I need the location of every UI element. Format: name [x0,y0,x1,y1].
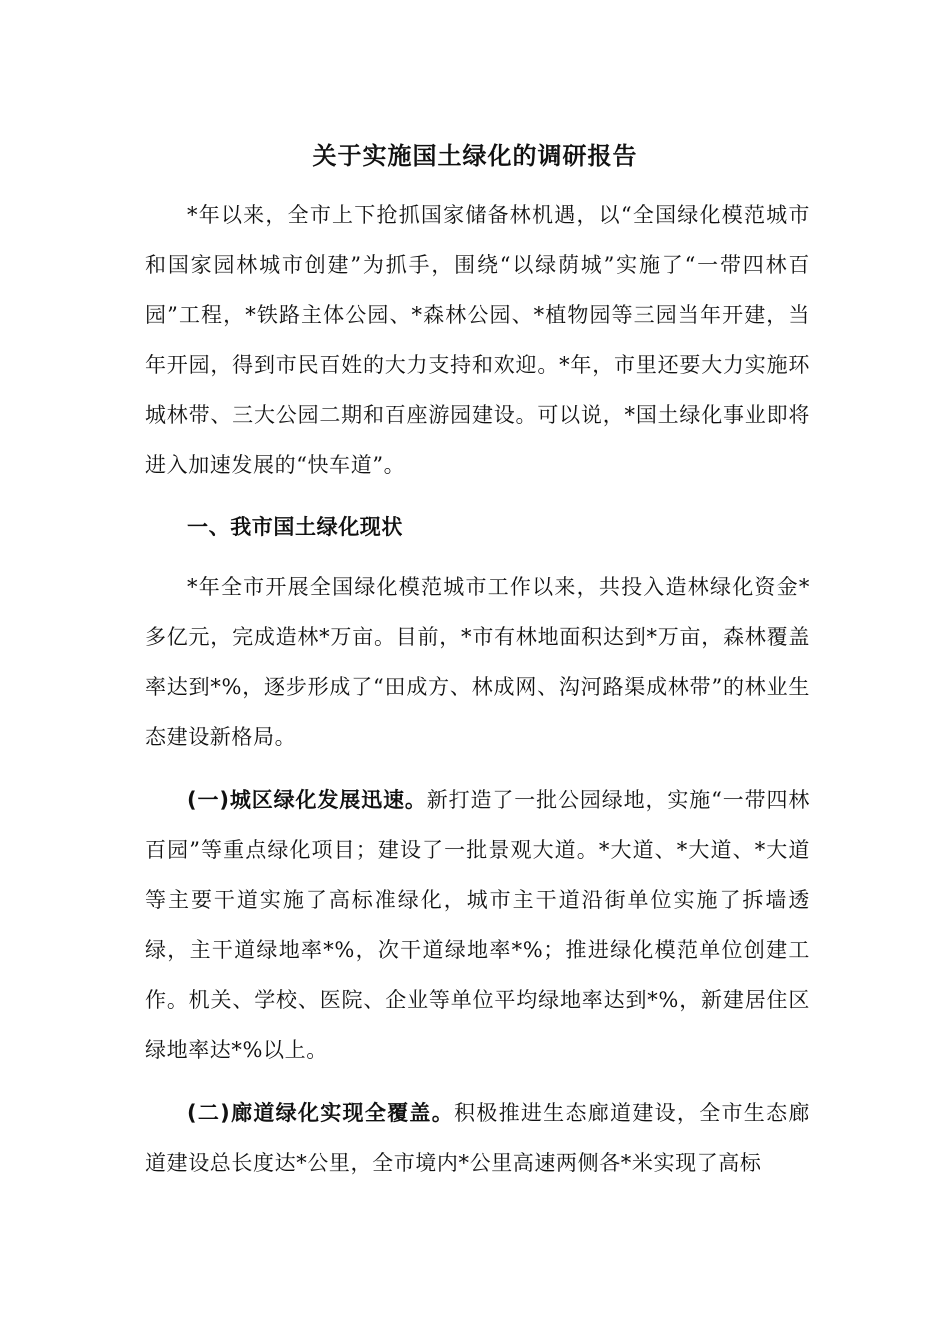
item-text-corridor: 积极推进生态廊道建设，全市生态廊道建设总长度达*公里，全市境内*公里高速两侧各*米实现了高标 [145,1101,810,1175]
document-title: 关于实施国土绿化的调研报告 [312,142,638,170]
section-body-paragraph: *年全市开展全国绿化模范城市工作以来，共投入造林绿化资金*多亿元，完成造林*万亩。目前，*市有林地面积达到*万亩，森林覆盖率达到*%，逐步形成了“田成方、林成网、沟河路渠成林带”的林业生态建设新格局。 [145,575,810,749]
item-lead-urban: (一)城区绿化发展迅速。 [187,788,427,812]
item-text-urban: 新打造了一批公园绿地，实施“一带四林百园”等重点绿化项目；建设了一批景观大道。*大道、*大道、*大道等主要干道实施了高标准绿化，城市主干道沿街单位实施了拆墙透绿，主干道绿地率*%，次干道绿地率*%；推进绿化模范单位创建工作。机关、学校、医院、企业等单位平均绿地率达到*%，新建居住区绿地率达*%以上。 [145,788,810,1062]
section-heading: 一、我市国土绿化现状 [187,515,403,539]
item-lead-corridor: (二)廊道绿化实现全覆盖。 [187,1101,454,1125]
intro-paragraph: *年以来，全市上下抢抓国家储备林机遇，以“全国绿化模范城市和国家园林城市创建”为抓手，围绕“以绿荫城”实施了“一带四林百园”工程，*铁路主体公园、*森林公园、*植物园等三园当年开建，当年开园，得到市民百姓的大力支持和欢迎。*年，市里还要大力实施环城林带、三大公园二期和百座游园建设。可以说，*国土绿化事业即将进入加速发展的“快车道”。 [145,203,810,477]
item-paragraph-corridor [145,1088,810,1188]
item-paragraph-urban [145,775,810,1075]
